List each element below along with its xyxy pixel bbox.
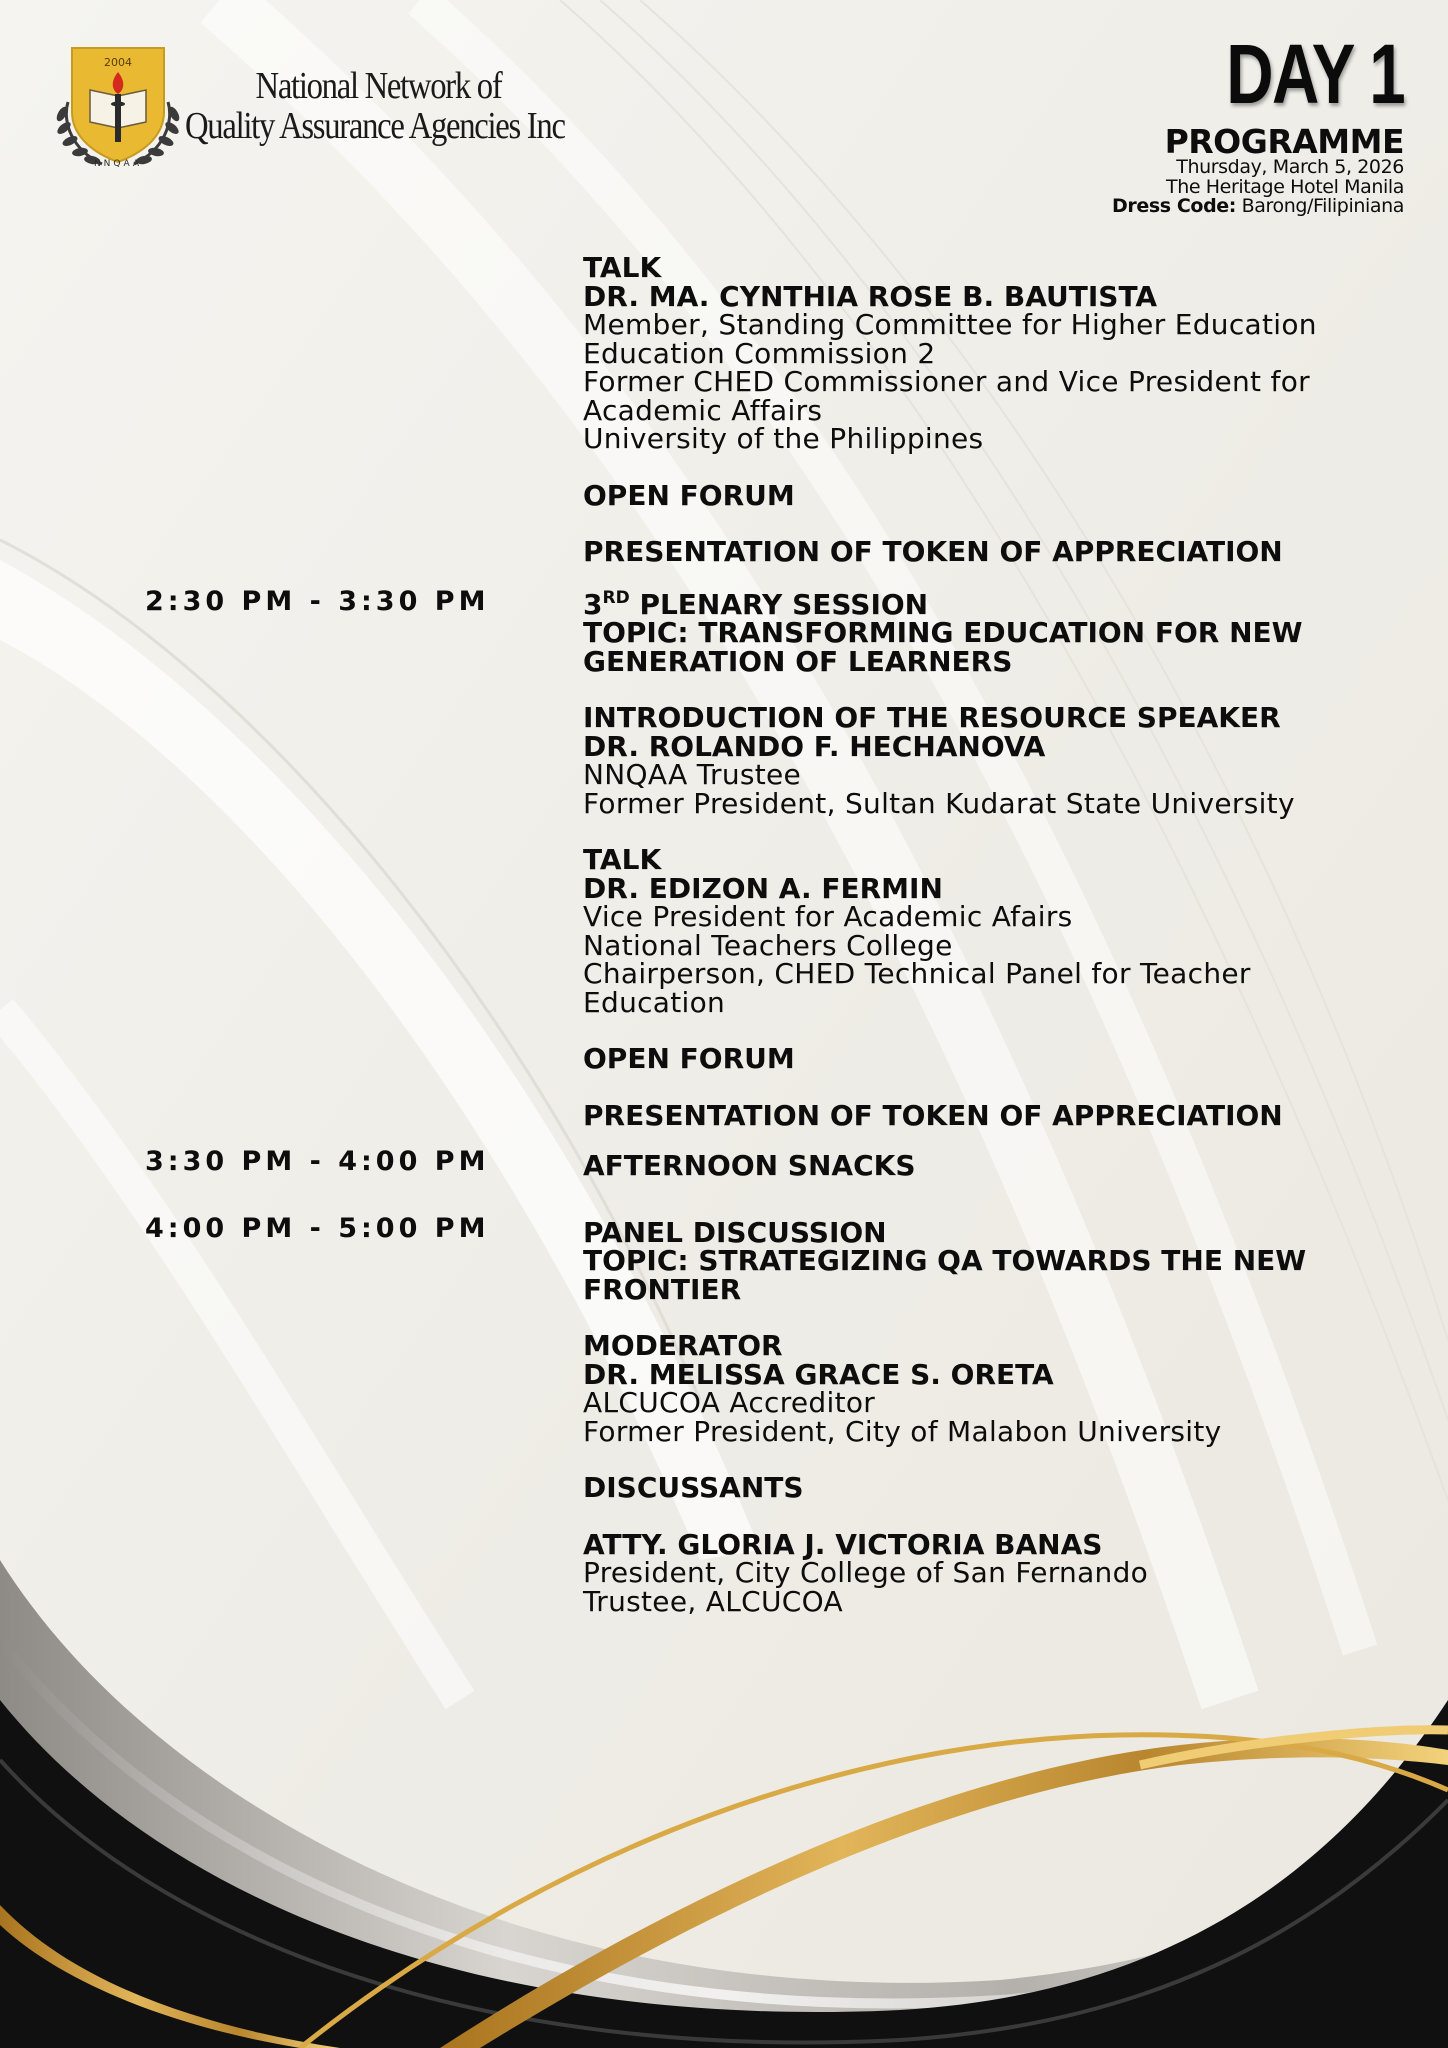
event-info [1112, 158, 1404, 217]
dress-code-label: Dress Code: [1112, 195, 1236, 217]
intro-block [583, 701, 1403, 820]
plenary-topic: TOPIC: TRANSFORMING EDUCATION FOR NEW [583, 616, 1303, 649]
org-name-line1: National Network of [255, 65, 502, 107]
talk-block-1 [583, 251, 1403, 455]
moderator-label: MODERATOR [583, 1329, 783, 1362]
speaker-name: DR. MELISSA GRACE S. ORETA [583, 1357, 1054, 1391]
dress-code [1112, 197, 1404, 217]
time-slot-3: 4:00 PM - 5:00 PM [145, 1213, 490, 1244]
speaker-detail: Former President, City of Malabon University [583, 1414, 1222, 1448]
token-label: PRESENTATION OF TOKEN OF APPRECIATION [583, 1098, 1283, 1132]
speaker-detail: ALCUCOA Accreditor [583, 1386, 876, 1419]
speaker-detail: Former President, Sultan Kudarat State University [583, 786, 1295, 820]
svg-text:2004: 2004 [104, 56, 132, 69]
speaker-detail: Education [583, 985, 726, 1019]
event-date: Thursday, March 5, 2026 [1176, 156, 1404, 178]
talk-label: TALK [583, 843, 662, 876]
discussants-header [583, 1471, 1403, 1504]
org-name-line2: Quality Assurance Agencies Inc [185, 105, 565, 147]
talk-block-2 [583, 843, 1403, 1019]
dress-code-value: Barong/Filipiniana [1241, 195, 1404, 217]
speaker-detail: Vice President for Academic Afairs [583, 900, 1073, 933]
discussants-label: DISCUSSANTS [583, 1471, 804, 1504]
plenary-number: 3 [583, 587, 603, 621]
token-label: PRESENTATION OF TOKEN OF APPRECIATION [583, 535, 1283, 568]
open-forum-label: OPEN FORUM [583, 1042, 795, 1075]
time-slot-2: 3:30 PM - 4:00 PM [145, 1146, 490, 1177]
speaker-detail: National Teachers College [583, 928, 953, 962]
speaker-detail: President, City College of San Fernando [583, 1556, 1149, 1589]
programme-content [583, 251, 1403, 1644]
speaker-detail: University of the Philippines [583, 422, 984, 455]
speaker-detail: Member, Standing Committee for Higher Education [583, 308, 1317, 341]
speaker-detail: Academic Affairs [583, 393, 823, 427]
open-forum-label: OPEN FORUM [583, 478, 795, 512]
snacks-label: AFTERNOON SNACKS [583, 1149, 916, 1182]
panel-label: PANEL DISCUSSION [583, 1215, 887, 1249]
open-forum-1 [583, 478, 1403, 512]
panel-topic: FRONTIER [583, 1272, 742, 1306]
speaker-detail: Education Commission 2 [583, 336, 936, 370]
time-slot-1: 2:30 PM - 3:30 PM [145, 586, 490, 617]
speaker-detail: Trustee, ALCUCOA [583, 1584, 843, 1618]
moderator-block [583, 1329, 1403, 1448]
token-presentation-2 [583, 1098, 1403, 1132]
token-presentation-1 [583, 535, 1403, 568]
event-venue: The Heritage Hotel Manila [1166, 175, 1404, 198]
speaker-detail: NNQAA Trustee [583, 758, 802, 791]
nnqaa-logo [48, 42, 188, 174]
speaker-detail: Chairperson, CHED Technical Panel for Teacher [583, 957, 1251, 990]
day-title: DAY 1 [1226, 27, 1404, 121]
plenary-title [583, 587, 1403, 621]
discussant-block-1 [583, 1527, 1403, 1618]
afternoon-snacks [583, 1149, 1403, 1182]
programme-title: PROGRAMME [1164, 122, 1404, 161]
speaker-name: DR. MA. CYNTHIA ROSE B. BAUTISTA [583, 279, 1158, 313]
talk-label: TALK [583, 251, 662, 284]
plenary-session-block [583, 587, 1403, 678]
plenary-label: PLENARY SESSION [639, 587, 929, 621]
speaker-detail: Former CHED Commissioner and Vice President for [583, 365, 1310, 398]
open-forum-2 [583, 1042, 1403, 1075]
speaker-name: DR. EDIZON A. FERMIN [583, 871, 943, 905]
plenary-topic: GENERATION OF LEARNERS [583, 644, 1013, 678]
panel-topic: TOPIC: STRATEGIZING QA TOWARDS THE NEW [583, 1244, 1307, 1277]
svg-text:NNQAA: NNQAA [93, 159, 143, 169]
panel-discussion-block [583, 1215, 1403, 1306]
intro-label: INTRODUCTION OF THE RESOURCE SPEAKER [583, 701, 1281, 734]
speaker-name: ATTY. GLORIA J. VICTORIA BANAS [583, 1527, 1103, 1561]
plenary-ordinal: RD [602, 587, 630, 608]
speaker-name: DR. ROLANDO F. HECHANOVA [583, 729, 1046, 763]
organization-name [185, 66, 565, 146]
